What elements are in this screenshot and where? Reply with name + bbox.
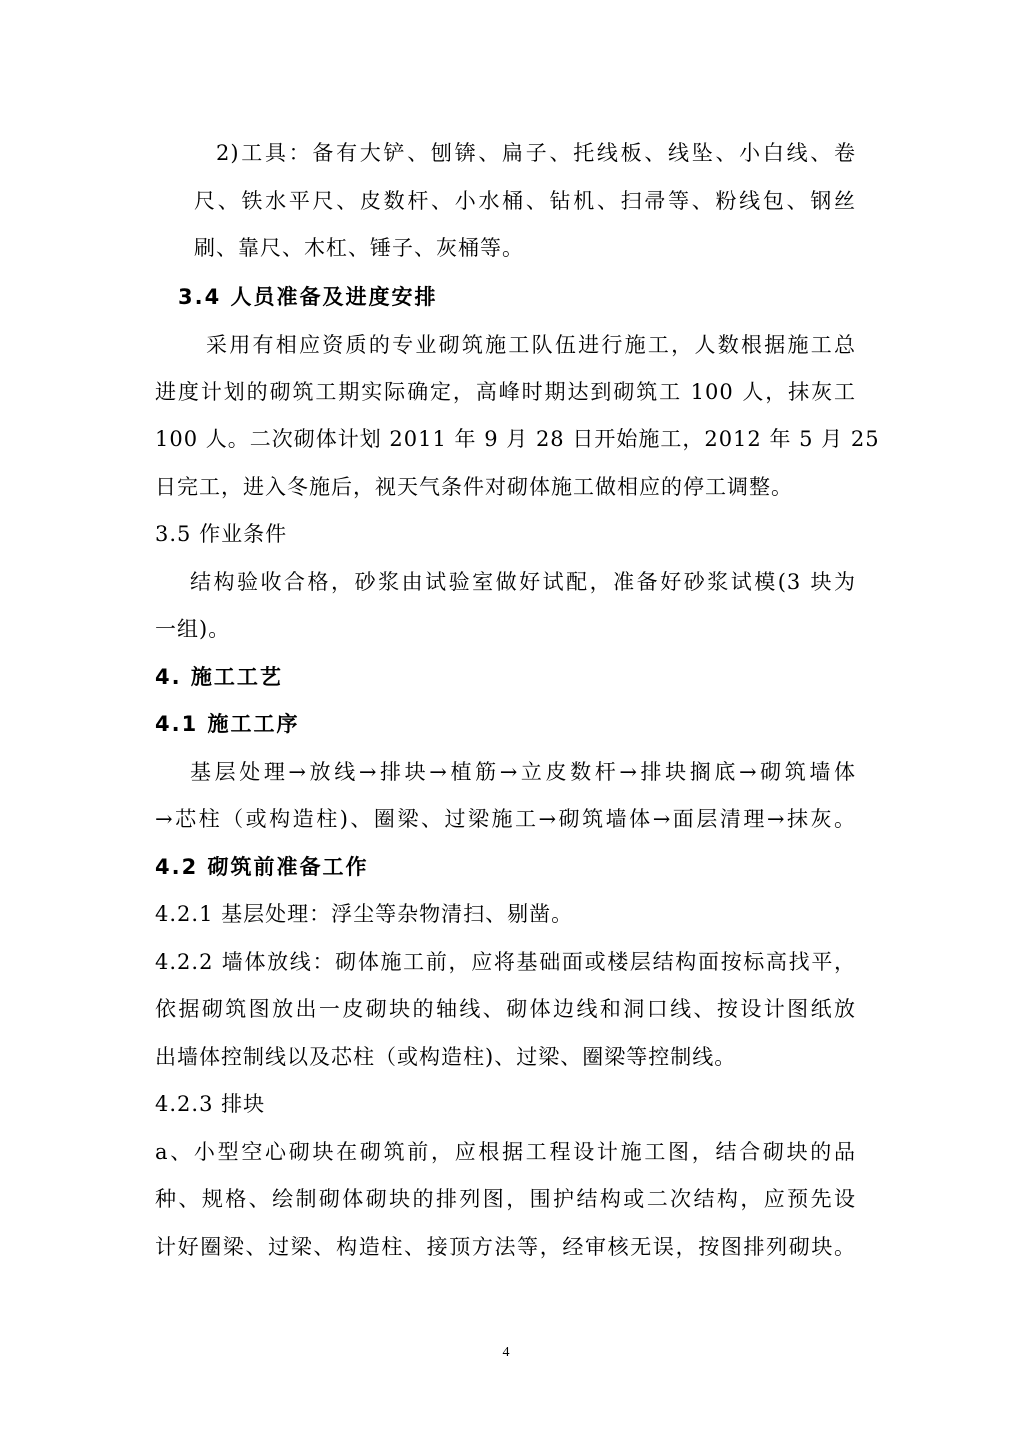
paragraph-line: a、小型空心砌块在砌筑前，应根据工程设计施工图，结合砌块的品 — [155, 1140, 856, 1164]
paragraph-line: 种、规格、绘制砌体砌块的排列图，围护结构或二次结构，应预先设 — [155, 1187, 856, 1211]
paragraph-line: 计好圈梁、过梁、构造柱、接顶方法等，经审核无误，按图排列砌块。 — [155, 1235, 856, 1259]
paragraph-line: 尺、铁水平尺、皮数杆、小水桶、钻机、扫帚等、粉线包、钢丝 — [194, 189, 856, 213]
paragraph-line: 出墙体控制线以及芯柱（或构造柱)、过梁、圈梁等控制线。 — [155, 1045, 737, 1069]
section-heading-4-2: 4.2 砌筑前准备工作 — [155, 855, 369, 879]
paragraph-line: 刷、靠尺、木杠、锤子、灰桶等。 — [194, 236, 524, 260]
paragraph-line: 进度计划的砌筑工期实际确定，高峰时期达到砌筑工 100 人，抹灰工 — [155, 380, 856, 404]
paragraph-line: 4.2.1 基层处理：浮尘等杂物清扫、剔凿。 — [155, 902, 574, 926]
section-heading-3-5: 3.5 作业条件 — [155, 522, 288, 546]
paragraph-line: 100 人。二次砌体计划 2011 年 9 月 28 日开始施工，2012 年 5 月 25 — [155, 427, 880, 451]
paragraph-line: 依据砌筑图放出一皮砌块的轴线、砌体边线和洞口线、按设计图纸放 — [155, 997, 856, 1021]
paragraph-line: 采用有相应资质的专业砌筑施工队伍进行施工，人数根据施工总 — [206, 333, 856, 357]
section-heading-3-4: 3.4 人员准备及进度安排 — [178, 285, 438, 309]
page-number: 4 — [502, 1345, 510, 1360]
paragraph-line: 结构验收合格，砂浆由试验室做好试配，准备好砂浆试模(3 块为 — [190, 570, 856, 594]
paragraph-line: 日完工，进入冬施后，视天气条件对砌体施工做相应的停工调整。 — [155, 475, 793, 499]
section-heading-4: 4. 施工工艺 — [155, 665, 283, 689]
paragraph-line: →芯柱（或构造柱)、圈梁、过梁施工→砌筑墙体→面层清理→抹灰。 — [155, 807, 856, 831]
subsection-heading-4-2-3: 4.2.3 排块 — [155, 1092, 266, 1116]
paragraph-line: 一组)。 — [155, 617, 231, 641]
section-heading-4-1: 4.1 施工工序 — [155, 712, 300, 736]
paragraph-line: 基层处理→放线→排块→植筋→立皮数杆→排块搁底→砌筑墙体 — [190, 760, 856, 784]
paragraph-line: 2)工具：备有大铲、刨锛、扁子、托线板、线坠、小白线、卷 — [216, 141, 856, 165]
paragraph-line: 4.2.2 墙体放线：砌体施工前，应将基础面或楼层结构面按标高找平， — [155, 950, 856, 974]
